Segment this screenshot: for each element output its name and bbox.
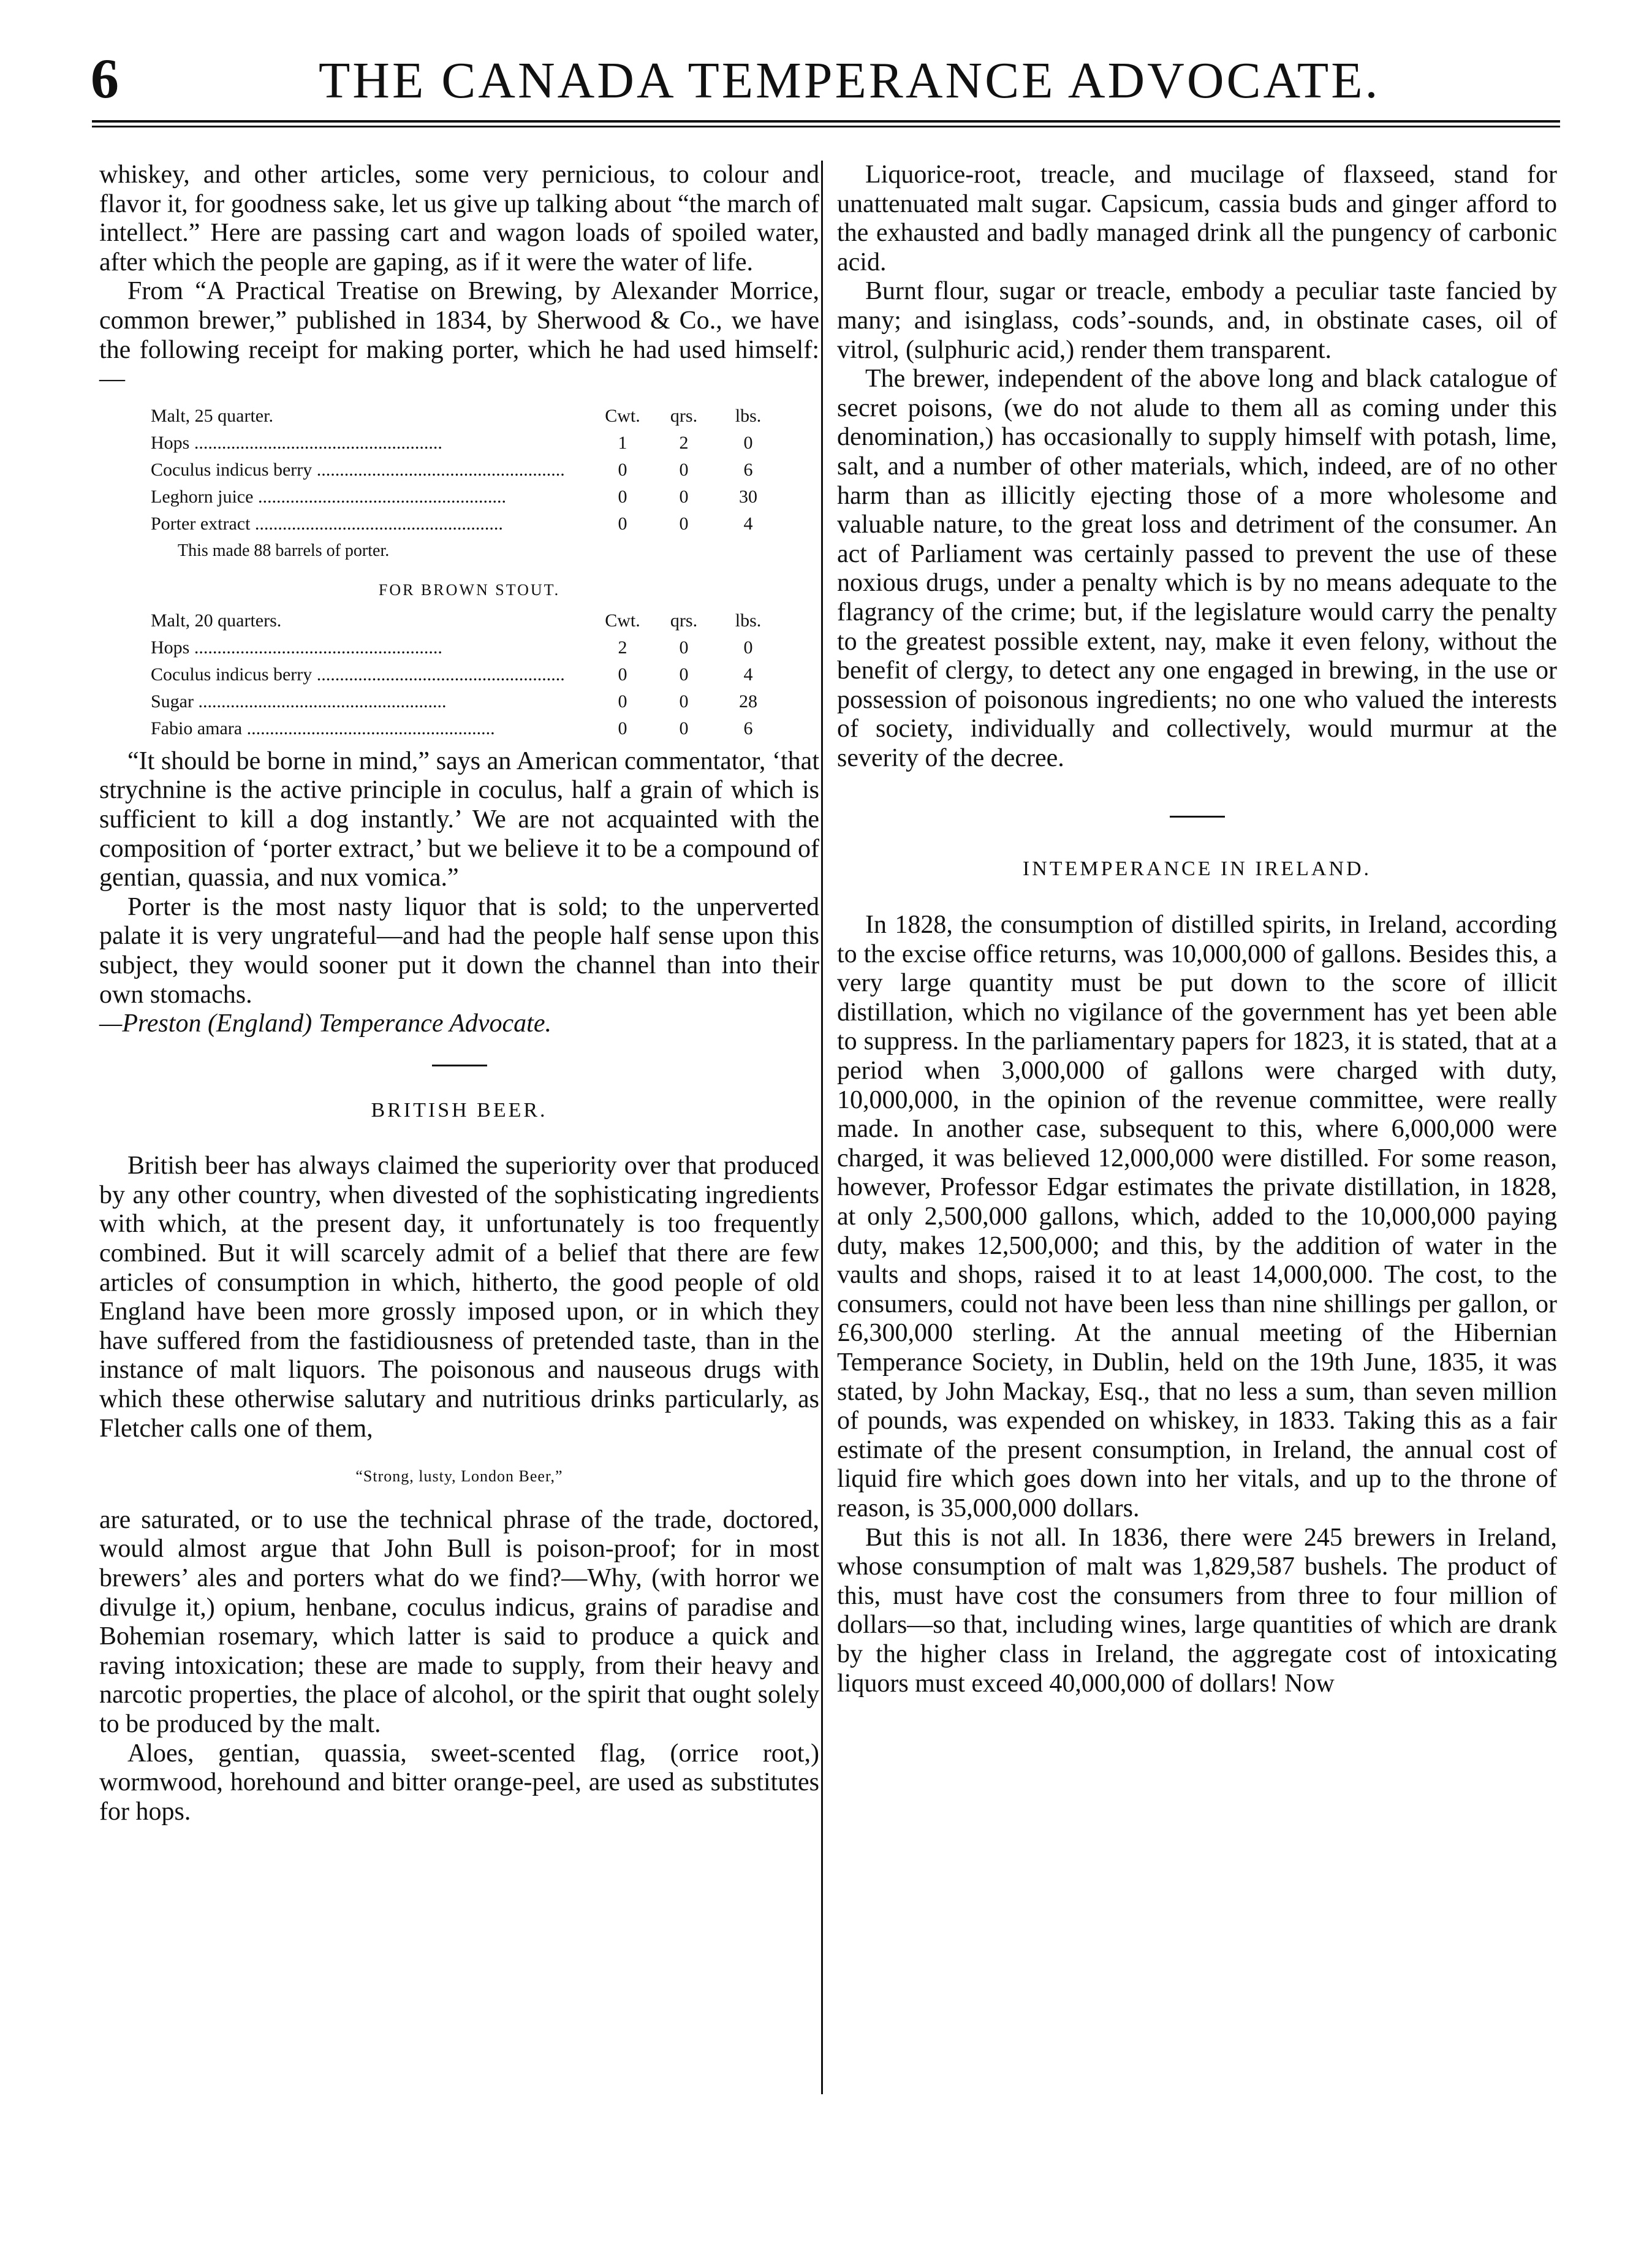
recipe-value: 1 <box>618 432 627 453</box>
header-rule <box>92 120 1560 127</box>
recipe-item: Fabio amara ..... <box>151 715 592 742</box>
recipe-value: 0 <box>743 432 753 453</box>
recipe-value: 0 <box>618 459 627 480</box>
right-column <box>837 161 1557 1698</box>
recipe-value: 0 <box>618 513 627 534</box>
recipe-row <box>151 688 788 715</box>
column-divider <box>821 161 823 2094</box>
left-column <box>99 161 819 1826</box>
recipe-value: 0 <box>679 637 689 658</box>
recipe-header <box>151 403 788 430</box>
section-heading: BRITISH BEER. <box>371 1098 548 1122</box>
recipe-item: Hops ..... <box>151 430 592 457</box>
recipe-row <box>151 661 788 688</box>
recipe-header-cell: lbs. <box>735 610 762 631</box>
paragraph: Burnt flour, sugar or treacle, embody a peculiar taste fancied by many; and isinglass, cods’-sounds, and, in obstinate cases, oil of vitrol, (sulphuric acid,) render them transparent. <box>837 277 1557 364</box>
recipe-value: 0 <box>679 691 689 712</box>
recipe-value: 30 <box>739 486 757 507</box>
recipe-header-cell: Malt, 20 quarters. <box>151 610 282 631</box>
recipe-header-cell: Cwt. <box>605 405 640 426</box>
recipe-row <box>151 457 788 484</box>
recipe-note: This made 88 barrels of porter. <box>178 541 390 560</box>
recipe-item: Hops ..... <box>151 634 592 661</box>
recipe-row <box>151 484 788 511</box>
paragraph: whiskey, and other articles, some very pernicious, to colour and flavor it, for goodness sake, let us give up talking about “the march of intellect.” Here are passing cart and wagon loads of spoiled water, after which the people are gaping, as if it were the water of life. <box>99 161 819 276</box>
recipe-value: 6 <box>743 718 753 739</box>
recipe-row <box>151 715 788 742</box>
recipe-value: 28 <box>739 691 757 712</box>
recipe-value: 4 <box>743 513 753 534</box>
section-heading: INTEMPERANCE IN IRELAND. <box>1022 857 1372 881</box>
recipe-value: 2 <box>679 432 689 453</box>
recipe-value: 0 <box>679 664 689 685</box>
paragraph: Liquorice-root, treacle, and mucilage of flaxseed, stand for unattenuated malt sugar. Capsicum, cassia buds and ginger afford to the exhausted and badly managed drink all the pungency of carbonic acid. <box>837 161 1557 276</box>
section-separator <box>432 1065 487 1066</box>
recipe-value: 0 <box>618 718 627 739</box>
paragraph: Aloes, gentian, quassia, sweet-scented flag, (orrice root,) wormwood, horehound and bitter orange-peel, are used as substitutes for hops. <box>99 1739 819 1826</box>
recipe-value: 0 <box>743 637 753 658</box>
recipe-header-cell: qrs. <box>670 405 698 426</box>
recipe-value: 4 <box>743 664 753 685</box>
recipe-value: 0 <box>618 486 627 507</box>
paragraph: In 1828, the consumption of distilled spirits, in Ireland, according to the excise office returns, was 10,000,000 of gallons. Besides this, a very large quantity must be put down to the score of illicit distillation, which no vigilance of the government has yet been able to suppress. In the parliamentary papers for 1823, it is stated, that at a period when 3,000,000 of gallons were charged with duty, 10,000,000, in the opinion of the revenue committee, were really made. In another case, subsequent to this, where 6,000,000 were charged, it was believed 12,000,000 were distilled. For some reason, however, Professor Edgar estimates the private distillation, in 1828, at only 2,500,000 gallons, which, added to the 10,000,000 paying duty, makes 12,500,000; and this, by the addition of water in the vaults and shops, raised it to at least 14,000,000. The cost, to the consumers, could not have been less than nine shillings per gallon, or £6,300,000 sterling. At the annual meeting of the Hibernian Temperance Society, in Dublin, held on the 19th June, 1835, it was stated, by John Mackay, Esq., that no less a sum, than seven million of pounds, was expended on whiskey, in 1833. Taking this as a fair estimate of the present consumption, in Ireland, the annual cost of liquid fire which goes down into her vitals, and up to the throne of reason, is 35,000,000 dollars. <box>837 911 1557 1522</box>
recipe-caption: FOR BROWN STOUT. <box>378 580 561 599</box>
recipe-row <box>151 430 788 457</box>
porter-recipe-table <box>151 403 788 742</box>
recipe-value: 0 <box>679 718 689 739</box>
recipe-header-cell: qrs. <box>670 610 698 631</box>
recipe-value: 0 <box>618 664 627 685</box>
recipe-value: 6 <box>743 459 753 480</box>
recipe-header <box>151 607 788 634</box>
paragraph: The brewer, independent of the above long and black catalogue of secret poisons, (we do not alude to them all as coming under this denomination,) has occasionally to supply himself with potash, lime, salt, and a number of other materials, which, indeed, are of no other harm than as illicitly ejecting those of a more wholesome and valuable nature, to the great loss and detriment of the consumer. An act of Parliament was certainly passed to prevent the use of these noxious drugs, under a penalty which is by no means adequate to the flagrancy of the crime; but, if the legislature would carry the penalty to the greatest possible extent, nay, make it even felony, without the benefit of clergy, to detect any one engaged in brewing, in the use or possession of poisonous ingredients; no one who valued the interests of society, individually and collectively, would murmur at the severity of the decree. <box>837 365 1557 772</box>
paragraph: are saturated, or to use the technical phrase of the trade, doctored, would almost argue that John Bull is poison-proof; for in most brewers’ ales and porters what do we find?—Why, (with horror we divulge it,) opium, henbane, coculus indicus, grains of paradise and Bohemian rosemary, which latter is said to produce a quick and raving intoxication; these are made to supply, from their heavy and narcotic properties, the place of alcohol, or the spirit that ought solely to be produced by the malt. <box>99 1505 819 1738</box>
recipe-item: Coculus indicus berry ..... <box>151 457 592 484</box>
recipe-value: 2 <box>618 637 627 658</box>
paragraph: From “A Practical Treatise on Brewing, by Alexander Morrice, common brewer,” published in 1834, by Sherwood & Co., we have the following receipt for making porter, which he had used himself:— <box>99 277 819 393</box>
page-number: 6 <box>91 47 119 110</box>
recipe-row <box>151 634 788 661</box>
paragraph: “It should be borne in mind,” says an American commentator, ‘that strychnine is the active principle in coculus, half a grain of which is sufficient to kill a dog instantly.’ We are not acquainted with the composition of ‘porter extract,’ but we believe it to be a compound of gentian, quassia, and nux vomica.” <box>99 746 819 892</box>
recipe-value: 0 <box>618 691 627 712</box>
paragraph: But this is not all. In 1836, there were 245 brewers in Ireland, whose consumption of malt was 1,829,587 bushels. The product of this, must have cost the consumers from three to four million of dollars—so that, including wines, large quantities of which are drank by the higher class in Ireland, the aggregate cost of intoxicating liquors must exceed 40,000,000 of dollars! Now <box>837 1523 1557 1698</box>
recipe-item: Porter extract ..... <box>151 511 592 538</box>
recipe-value: 0 <box>679 513 689 534</box>
recipe-item: Sugar ..... <box>151 688 592 715</box>
section-separator <box>1170 816 1225 818</box>
paragraph: Porter is the most nasty liquor that is sold; to the unperverted palate it is very ungrateful—and had the people half sense upon this subject, they would sooner put it down the channel than into their own stomachs. <box>99 892 819 1009</box>
recipe-header-cell: lbs. <box>735 405 762 426</box>
recipe-item: Leghorn juice ..... <box>151 484 592 511</box>
recipe-item: Coculus indicus berry ..... <box>151 661 592 688</box>
recipe-header-cell: Malt, 25 quarter. <box>151 405 273 426</box>
recipe-header-cell: Cwt. <box>605 610 640 631</box>
paragraph: British beer has always claimed the superiority over that produced by any other country, when divested of the sophisticating ingredients with which, at the present day, it unfortunately is too frequently combined. But it will scarcely admit of a belief that there are few articles of consumption in which, hitherto, the good people of old England have been more grossly imposed upon, or in which they have suffered from the fastidiousness of pretended taste, than in the instance of malt liquors. The poisonous and nauseous drugs with which these otherwise salutary and nutritious drinks particularly, as Fletcher calls one of them, <box>99 1152 819 1443</box>
recipe-value: 0 <box>679 486 689 507</box>
recipe-value: 0 <box>679 459 689 480</box>
running-title: THE CANADA TEMPERANCE ADVOCATE. <box>319 52 1381 109</box>
quoted-line: “Strong, lusty, London Beer,” <box>355 1467 563 1486</box>
source-attribution: —Preston (England) Temperance Advocate. <box>99 1009 551 1038</box>
recipe-row <box>151 511 788 538</box>
